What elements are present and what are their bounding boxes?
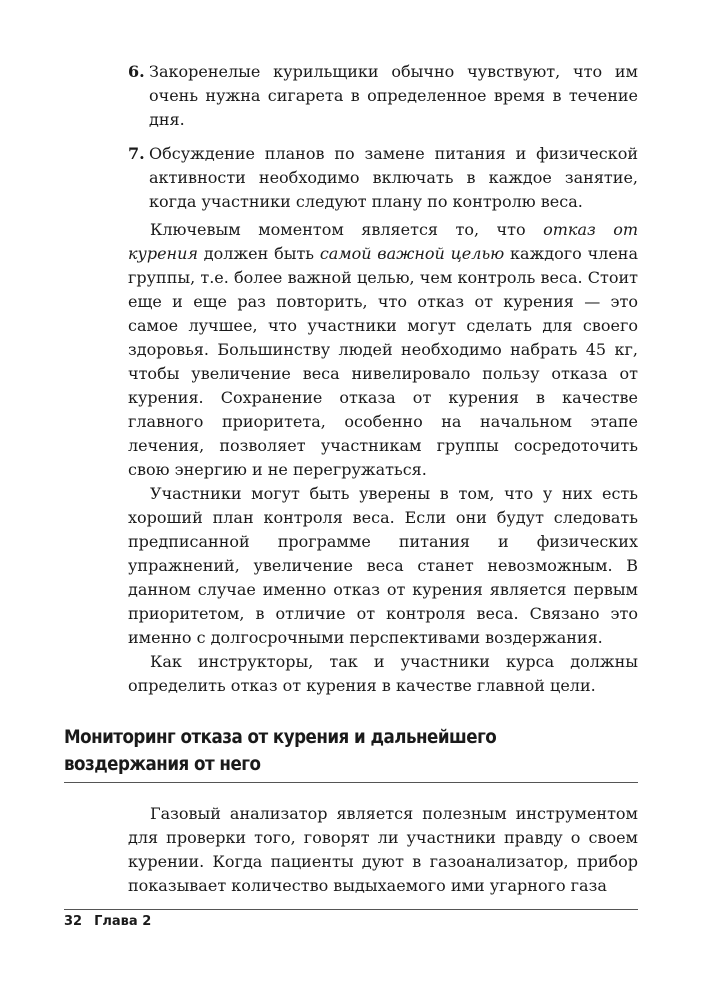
page-number: 32 [64, 914, 83, 929]
footer-rule [64, 909, 638, 910]
body-text-continued [128, 802, 638, 898]
list-item [128, 60, 638, 132]
body-text [128, 218, 638, 698]
heading-rule [64, 782, 638, 783]
list-text: Обсуждение планов по замене питания и физической активности необходимо включать в каждое занятие, когда участники следуют плану по контролю веса. [149, 144, 638, 211]
emphasis-text: отказ от курения [128, 220, 639, 263]
chapter-label: Глава 2 [94, 914, 152, 929]
list-item [128, 142, 638, 214]
numbered-list [128, 60, 638, 224]
paragraph-2: Участники могут быть уверены в том, что у них есть хороший план контроля веса. Если они будут следовать предписанной программе питания и физических упражнений, увеличение веса станет невозможным. В данном случае именно отказ от курения является первым приоритетом, в отличие от контроля веса. Связано это именно с долгосрочными перспективами воздержания. [128, 484, 638, 647]
list-number: 6. [128, 62, 145, 81]
paragraph-4: Газовый анализатор является полезным инструментом для проверки того, говорят ли участники правду о своем курении. Когда пациенты дуют в газоанализатор, прибор показывает количество выдыхаемого ими угарного газа [128, 804, 638, 895]
list-text: Закоренелые курильщики обычно чувствуют, что им очень нужна сигарета в определенное время в течение дня. [149, 62, 638, 129]
paragraph-1 [128, 218, 638, 482]
text-run: должен быть [197, 244, 320, 263]
paragraph-3: Как инструкторы, так и участники курса должны определить отказ от курения в качестве главной цели. [128, 652, 638, 695]
list-number: 7. [128, 144, 145, 163]
section-heading: Мониторинг отказа от курения и дальнейшего воздержания от него [64, 726, 497, 775]
text-run: Ключевым моментом является то, что [150, 220, 544, 239]
emphasis-text: самой важной целью [319, 244, 505, 263]
page-footer [64, 914, 163, 929]
text-run: каждого члена группы, т.е. более важной целью, чем контроль веса. Стоит еще и еще раз повторить, что отказ от курения — это самое лучшее, что участники могут сделать для своего здоровья. Большинству людей необходимо набрать 45 кг, чтобы увеличение веса нивелировало пользу отказа от курения. Сохранение отказа от курения в качестве главного приоритета, особенно на начальном этапе лечения, позволяет участникам группы сосредоточить свою энергию и не перегружаться. [128, 244, 639, 479]
